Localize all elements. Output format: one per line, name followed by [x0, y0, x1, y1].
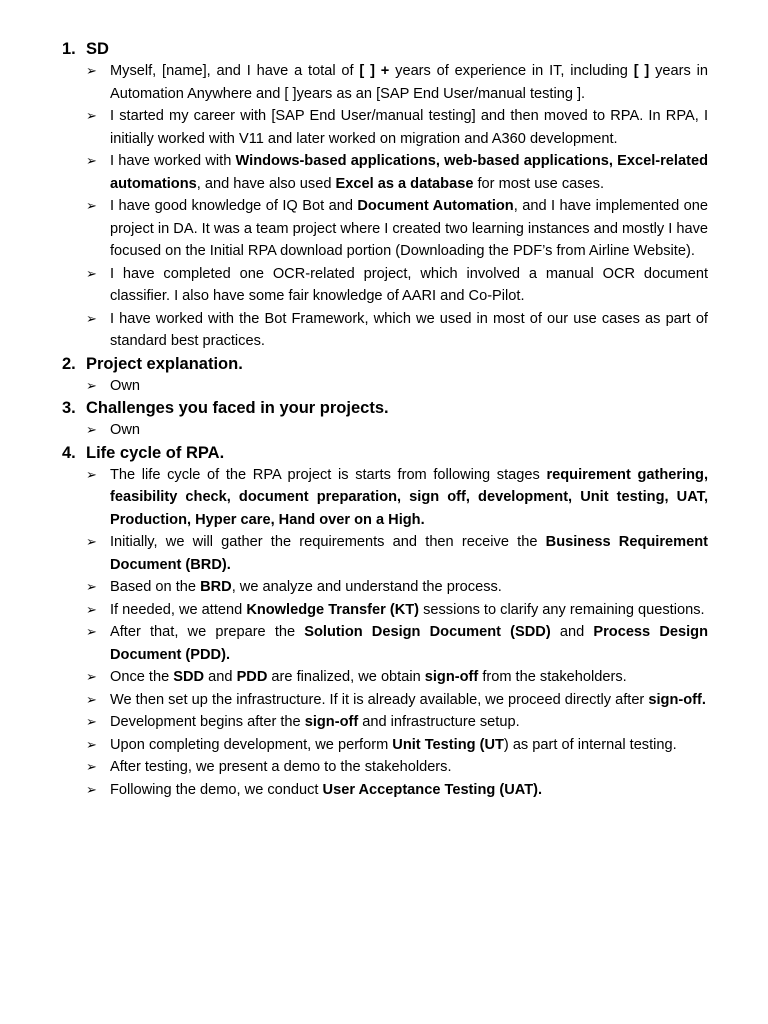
list-item [86, 621, 708, 666]
arrow-bullet-icon: ➢ [86, 781, 97, 797]
document-body [62, 38, 708, 801]
list-item [86, 150, 708, 195]
text-run: Own [110, 422, 141, 438]
text-run: Once the [110, 669, 174, 685]
bullet-text [110, 150, 708, 195]
text-run: Myself, [name], and I have a total of [110, 63, 360, 79]
bullet-text [110, 419, 708, 442]
bullet-list [62, 375, 708, 398]
list-item [86, 105, 708, 150]
list-item [86, 779, 708, 802]
bullet-text [110, 195, 708, 263]
bold-text-run: Knowledge Transfer (KT) [246, 601, 420, 618]
bullet-text [110, 531, 708, 576]
arrow-bullet-icon: ➢ [86, 63, 97, 78]
list-item [86, 531, 708, 576]
bold-text-run: [ ] + [359, 63, 390, 79]
bullet-list [62, 419, 708, 442]
text-run: , and I have implemented one project in DA. It was a team project where I created two learning instances and mostly I have focused on the Initial RPA download portion (Downloading the PDF’s from Airline Website). [110, 198, 708, 259]
text-run: After that, we prepare the [110, 624, 305, 640]
arrow-bullet-icon: ➢ [86, 108, 97, 123]
text-run: years of experience in IT, including [389, 63, 634, 79]
arrow-bullet-icon: ➢ [86, 310, 97, 326]
arrow-bullet-icon: ➢ [86, 422, 97, 437]
arrow-bullet-icon: ➢ [86, 579, 97, 594]
text-run: , we analyze and understand the process. [231, 579, 502, 595]
bullet-text [110, 263, 708, 308]
text-run: Initially, we will gather the requirements and then receive the [110, 534, 546, 550]
list-item [86, 419, 708, 442]
text-run: If needed, we attend [110, 601, 247, 618]
bullet-text [110, 308, 708, 353]
text-run: I have good knowledge of IQ Bot and [110, 198, 358, 214]
bullet-text [110, 576, 708, 599]
bullet-list [62, 60, 708, 353]
list-item [86, 464, 708, 532]
text-run: Upon completing development, we perform [110, 736, 393, 753]
list-item [86, 195, 708, 263]
section-1 [62, 38, 708, 353]
bold-text-run: PDD [236, 669, 268, 685]
arrow-bullet-icon: ➢ [86, 534, 97, 549]
bold-text-run: Solution Design Document (SDD) [304, 624, 551, 640]
bullet-text [110, 464, 708, 532]
text-run: After testing, we present a demo to the stakeholders. [110, 759, 452, 775]
bullet-text [110, 711, 708, 734]
bold-text-run: [ ] [633, 63, 650, 79]
bullet-text [110, 599, 708, 622]
list-item [86, 375, 708, 398]
section-number: 4. [62, 443, 76, 462]
arrow-bullet-icon: ➢ [86, 377, 97, 393]
bold-text-run: User Acceptance Testing (UAT). [322, 781, 543, 798]
text-run: from the stakeholders. [478, 669, 627, 685]
text-run: I started my career with [SAP End User/manual testing] and then moved to RPA. In RPA, I initially worked with V11 and later worked on migration and A360 development. [110, 108, 708, 147]
text-run: and infrastructure setup. [358, 714, 520, 730]
list-item [86, 689, 708, 712]
bold-text-run: requirement gathering, feasibility check, document preparation, sign off, development, Unit testing, UAT, Production, Hyper care, Hand over on a High. [110, 466, 709, 528]
arrow-bullet-icon: ➢ [86, 736, 97, 752]
bold-text-run: SDD [173, 669, 205, 685]
bold-text-run: Excel as a database [335, 175, 474, 192]
text-run: , and have also used [196, 175, 336, 192]
bold-text-run: Unit Testing (UT [392, 736, 504, 753]
list-item [86, 666, 708, 689]
list-item [86, 60, 708, 105]
bold-text-run: sign-off [424, 669, 479, 685]
arrow-bullet-icon: ➢ [86, 153, 97, 168]
arrow-bullet-icon: ➢ [86, 759, 97, 774]
bullet-text [110, 756, 708, 779]
bold-text-run: sign-off. [648, 691, 706, 708]
bullet-text [110, 105, 708, 150]
bullet-text [110, 666, 708, 689]
bold-text-run: sign-off [304, 714, 359, 730]
section-number: 3. [62, 399, 76, 417]
text-run: We then set up the infrastructure. If it is already available, we proceed directly after [110, 691, 649, 708]
arrow-bullet-icon: ➢ [86, 714, 97, 729]
text-run: are finalized, we obtain [267, 669, 425, 685]
section-title: SD [86, 40, 109, 58]
list-item [86, 263, 708, 308]
section-3 [62, 397, 708, 442]
bullet-text [110, 375, 708, 398]
text-run: and [204, 669, 237, 685]
section-heading [62, 397, 708, 419]
section-title: Project explanation. [86, 354, 243, 373]
arrow-bullet-icon: ➢ [86, 601, 97, 617]
section-title: Life cycle of RPA. [86, 443, 225, 462]
text-run: The life cycle of the RPA project is starts from following stages [110, 466, 547, 483]
bullet-text [110, 779, 708, 802]
list-item [86, 308, 708, 353]
list-item [86, 756, 708, 779]
section-number: 2. [62, 354, 76, 373]
list-item [86, 576, 708, 599]
bold-text-run: Windows-based applications, web-based applications, Excel-related automations [110, 153, 708, 192]
section-2 [62, 353, 708, 398]
section-title: Challenges you faced in your projects. [86, 399, 389, 417]
list-item [86, 734, 708, 757]
text-run: I have worked with the Bot Framework, which we used in most of our use cases as part of standard best practices. [110, 310, 708, 349]
list-item [86, 599, 708, 622]
bullet-text [110, 689, 708, 712]
text-run: I have completed one OCR-related project, which involved a manual OCR document classifier. I also have some fair knowledge of AARI and Co-Pilot. [110, 265, 708, 304]
text-run: ) as part of internal testing. [503, 736, 677, 753]
text-run: and [550, 624, 594, 640]
bullet-text [110, 621, 708, 666]
text-run: for most use cases. [473, 175, 605, 192]
section-heading [62, 442, 708, 464]
section-number: 1. [62, 40, 76, 58]
text-run: Development begins after the [110, 714, 305, 730]
bullet-text [110, 60, 708, 105]
bold-text-run: Document Automation [357, 198, 514, 214]
bullet-text [110, 734, 708, 757]
arrow-bullet-icon: ➢ [86, 669, 97, 684]
bullet-list [62, 464, 708, 802]
list-item [86, 711, 708, 734]
text-run: Own [110, 377, 141, 394]
section-heading [62, 38, 708, 60]
text-run: Following the demo, we conduct [110, 781, 323, 798]
arrow-bullet-icon: ➢ [86, 198, 97, 213]
arrow-bullet-icon: ➢ [86, 691, 97, 707]
text-run: Based on the [110, 579, 201, 595]
section-4 [62, 442, 708, 802]
bold-text-run: Business Requirement Document (BRD). [110, 534, 708, 573]
text-run: I have worked with [110, 153, 236, 169]
arrow-bullet-icon: ➢ [86, 466, 97, 482]
text-run: years in Automation Anywhere and [ ]years as an [SAP End User/manual testing ]. [110, 63, 708, 102]
bold-text-run: Process Design Document (PDD). [110, 624, 708, 663]
arrow-bullet-icon: ➢ [86, 624, 97, 639]
bold-text-run: BRD [200, 579, 232, 595]
arrow-bullet-icon: ➢ [86, 265, 97, 281]
text-run: sessions to clarify any remaining questions. [419, 601, 705, 618]
section-heading [62, 353, 708, 375]
